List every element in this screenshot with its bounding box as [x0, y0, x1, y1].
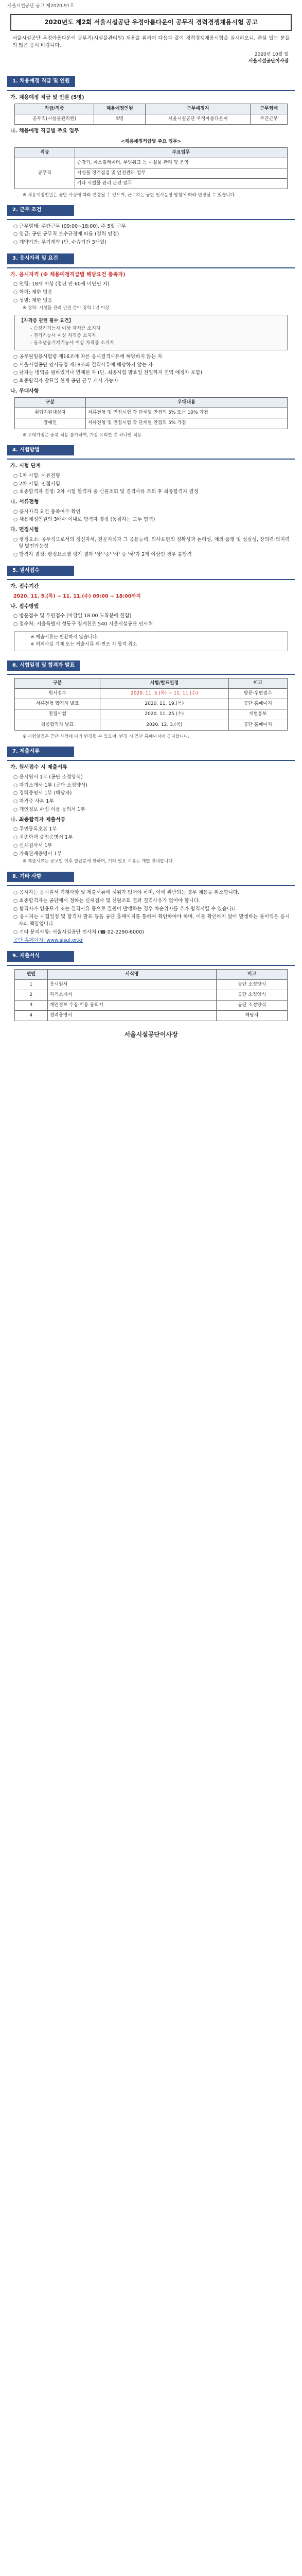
list-item: ○ 계약기간: 무기계약 (단, 수습기간 3개월) — [13, 240, 106, 246]
list-item: ○ 자격증 사본 1부 — [13, 799, 54, 805]
table-header: 채용예정인원 — [94, 104, 146, 114]
list-item: - 전기기능사 이상 자격증 소지자 — [30, 333, 96, 338]
table-cell: 기타 시설물 관리 관련 업무 — [75, 178, 287, 189]
list-item: ○ 1차 시험: 서류전형 — [13, 472, 60, 479]
list-item: ○ 주민등록초본 1부 — [13, 826, 57, 833]
sec7-sub2: 나. 최종합격자 제출서류 — [10, 817, 66, 823]
notice-number: 서울시설공단 공고 제2020-91호 — [7, 4, 75, 9]
list-item: ○ 채용예정인원의 3배수 이내로 합격자 결정 (동점자는 모두 합격) — [13, 517, 155, 523]
table-cell: 방문·우편접수 — [228, 689, 287, 699]
table-cell: 개인정보 수집·이용 동의서 — [47, 1001, 217, 1011]
table-cell: 공단 소정양식 — [217, 1001, 288, 1011]
table-cell: 2 — [15, 990, 48, 1001]
table-row — [15, 418, 288, 429]
sec3-sub1: 가. 응시자격 (※ 채용예정직급별 해당요건 충족자) — [10, 272, 126, 278]
table-header: 구분 — [15, 398, 86, 408]
list-item: ○ 연령: 18세 이상 (정년 만 60세 미만인 자) — [13, 281, 110, 287]
forms-table — [14, 969, 288, 1021]
table-header: 우대내용 — [85, 398, 287, 408]
section-divider — [7, 579, 295, 580]
preference-note: ※ 우대가점은 중복 적용 불가하며, 가장 유리한 것 하나만 적용 — [23, 432, 142, 438]
sec4-sub3: 다. 면접시험 — [10, 527, 39, 533]
documents-note: ※ 제출서류는 공고일 이후 발급분에 한하며, 기타 필요 서류는 개별 안내합니다. — [23, 859, 174, 865]
table-cell: 1 — [15, 979, 48, 990]
table-row — [15, 1011, 288, 1021]
table-row — [15, 979, 288, 990]
sec5-sub1: 가. 접수기간 — [10, 584, 39, 590]
section-5-heading: 5. 원서접수 — [7, 566, 74, 577]
sec7-sub1: 가. 원서접수 시 제출서류 — [10, 765, 67, 771]
list-item: ○ 응시자는 시험일정 및 합격자 발표 등을 공단 홈페이지를 통하여 확인하여야 하며, 이를 확인하지 않아 발생하는 불이익은 응시자의 책임입니다. — [13, 914, 290, 927]
table-row — [15, 720, 288, 730]
table-cell: 서울시설공단 우정아름다운이 — [146, 114, 251, 125]
list-item: ○ 합격자 결정: 평정요소별 평가 결과 '상'·'중'·'하' 중 '하'가 2개 이상인 경우 불합격 — [13, 552, 192, 558]
qualification-box — [14, 315, 288, 350]
list-item: ○ 학력: 제한 없음 — [13, 289, 52, 295]
list-item: ○ 개인정보 수집·이용 동의서 1부 — [13, 806, 85, 812]
homepage-link[interactable]: 공단 홈페이지: www.sisul.or.kr — [13, 937, 83, 943]
application-notes — [14, 631, 288, 651]
list-item: ○ 성별: 제한 없음 — [13, 297, 52, 303]
table-cell: 자기소개서 — [47, 990, 217, 1001]
title-box — [10, 14, 292, 31]
table-row — [15, 709, 288, 720]
table-header: 비고 — [217, 969, 288, 979]
table-header: 직급 — [15, 147, 75, 158]
list-item: ○ 기타 문의사항: 서울시설공단 인사처 (☎ 02-2290-6000) — [13, 929, 144, 935]
experience-note: ※ 경력: 시설물 관리 관련 분야 경력 1년 이상 — [23, 306, 110, 311]
section-divider — [7, 219, 295, 220]
table-cell: 3 — [15, 1001, 48, 1011]
section-divider — [7, 885, 295, 886]
table-header: 서식명 — [47, 969, 217, 979]
table-row — [15, 990, 288, 1001]
sec3-sub2: 나. 우대사항 — [10, 388, 39, 394]
list-item: ○ 응시자격 요건 충족여부 확인 — [13, 509, 81, 515]
table-header: 연번 — [15, 969, 48, 979]
list-item: ○ 2차 시험: 면접시험 — [13, 481, 60, 487]
list-item: ○ 남자는 병역을 필하였거나 면제된 자 (단, 최종시험 발표일 전일까지 전역 예정자 포함) — [13, 370, 202, 376]
list-item: ○ 합격자가 임용포기 또는 결격사유 등으로 결원이 발생하는 경우 차순위자를 추가 합격시킬 수 있습니다. — [13, 906, 238, 912]
notice-org: 서울시설공단이사장 — [248, 59, 289, 64]
list-item: ○ 최종학력 졸업증명서 1부 — [13, 834, 73, 840]
table-cell: 개별통보 — [228, 709, 287, 720]
list-item: ○ 서울시설공단 인사규정 제18조의 결격사유에 해당하지 않는 자 — [13, 362, 153, 368]
section-divider — [7, 90, 295, 91]
schedule-note: ※ 시험일정은 공단 사정에 따라 변경될 수 있으며, 변경 시 공단 홈페이지에 공지합니다. — [23, 734, 190, 739]
table-cell: 공단 홈페이지 — [228, 720, 287, 730]
qualification-title: 【자격증 관련 필수 요건】 — [19, 318, 74, 324]
duties-table — [14, 147, 288, 189]
table-cell: 최종합격자 발표 — [15, 720, 100, 730]
notice-date: 2020년 10월 일 — [254, 52, 289, 57]
table-header: 직급/직종 — [15, 104, 94, 114]
section-divider — [7, 267, 295, 268]
table-cell: 공무직(시설물관리원) — [15, 114, 94, 125]
table-cell: 2020. 12. 3.(목) — [100, 720, 228, 730]
list-item: ○ 근무형태: 주간근무 (09:00~18:00), 주 5일 근무 — [13, 223, 126, 229]
footer-org: 서울시설공단이사장 — [124, 1031, 178, 1039]
table-cell: 면접시험 — [15, 709, 100, 720]
table-header: 주요업무 — [75, 147, 287, 158]
table-cell: 서류전형 및 면접시험 각 단계별 만점의 5% 또는 10% 가점 — [85, 408, 287, 418]
section-8-heading: 8. 기타 사항 — [7, 872, 74, 883]
table-cell: 주간근무 — [251, 114, 288, 125]
list-item: - 공조냉동기계기능사 이상 자격증 소지자 — [30, 340, 114, 346]
section-4-heading: 4. 시험방법 — [7, 445, 74, 456]
list-item: ○ 경력증명서 1부 (해당자) — [13, 790, 72, 796]
table-header: 시험/발표일정 — [100, 679, 228, 689]
table-header: 근무예정지 — [146, 104, 251, 114]
section-1-heading: 1. 채용예정 직급 및 인원 — [7, 76, 75, 87]
table-cell: 2020. 11. 25.(수) — [100, 709, 228, 720]
sec1-sub2: 나. 채용예정 직급별 주요 업무 — [10, 128, 79, 134]
preference-table — [14, 397, 288, 429]
table-cell: 공무직 — [15, 158, 75, 189]
sec5-sub2: 나. 접수방법 — [10, 603, 39, 609]
section-6-heading: 6. 시험일정 및 합격자 발표 — [7, 660, 80, 671]
sec1-sub1: 가. 채용예정 직급 및 인원 (5명) — [10, 94, 84, 100]
notice-page — [0, 0, 302, 1055]
application-method: ○ 방문접수 및 우편접수 (마감일 18:00 도착분에 한함) — [13, 613, 132, 619]
table-row — [15, 408, 288, 418]
table-cell: 5명 — [94, 114, 146, 125]
table-cell: 취업지원대상자 — [15, 408, 86, 418]
table-header: 근무형태 — [251, 104, 288, 114]
sec4-sub2: 나. 서류전형 — [10, 499, 39, 505]
table-cell: 2020. 11. 5.(목) ~ 11. 11.(수) — [100, 689, 228, 699]
list-item: ○ 최종합격자 결정: 2차 시험 합격자 중 신원조회 및 결격사유 조회 후 최종합격자 결정 — [13, 489, 199, 495]
table-cell: 서류전형 및 면접시험 각 단계별 만점의 5% 가점 — [85, 418, 287, 429]
duties-note: ※ 채용예정인원은 공단 사정에 따라 변경될 수 있으며, 근무지는 공단 인사운영 방침에 따라 변경될 수 있습니다. — [23, 192, 236, 198]
list-item: ○ 평정요소: 공무직으로서의 정신자세, 전문지식과 그 응용능력, 의사표현의 정확성과 논리성, 예의·품행 및 성실성, 창의력·의지력 및 발전가능성 — [13, 536, 290, 550]
table-cell: 원서접수 — [15, 689, 100, 699]
list-item: ※ 허위사실 기재 또는 제출서류 위·변조 시 합격 취소 — [30, 641, 137, 647]
page-title: 2020년도 제2회 서울시설공단 우정아름다운이 공무직 경력경쟁채용시험 공고 — [44, 19, 258, 26]
table-row — [15, 1001, 288, 1011]
list-item: ○ 응시자는 응시원서 기재사항 및 제출서류에 허위가 없어야 하며, 이에 위반되는 경우 채용을 취소합니다. — [13, 890, 240, 896]
table-cell: 장애인 — [15, 418, 86, 429]
list-item: - 승강기기능사 이상 자격증 소지자 — [30, 326, 101, 331]
list-item: ○ 최종합격자는 공단에서 정하는 신체검사 및 신원조회 결과 결격사유가 없어야 합니다. — [13, 897, 200, 904]
list-item: ※ 제출서류는 반환하지 않습니다. — [30, 634, 99, 640]
sec4-sub1: 가. 시험 단계 — [10, 463, 41, 469]
table-row — [15, 689, 288, 699]
list-item: ○ 최종합격자 발표일 현재 공단 근무 개시 가능자 — [13, 378, 118, 384]
list-item: ○ 임금: 공단 공무직 보수규정에 따름 (경력 인정) — [13, 231, 119, 238]
section-divider — [7, 965, 295, 966]
table-cell: 응시원서 — [47, 979, 217, 990]
section-9-heading: 9. 제출서식 — [7, 951, 74, 962]
section-divider — [7, 459, 295, 460]
table-cell: 공단 홈페이지 — [228, 699, 287, 709]
recruit-table — [14, 104, 288, 125]
section-2-heading: 2. 근무 조건 — [7, 205, 74, 216]
schedule-table — [14, 678, 288, 730]
table-cell: 시설물 정기점검 및 안전관리 업무 — [75, 168, 287, 178]
list-item: ○ 공무원임용시험령 제16조에 따른 응시결격사유에 해당하지 않는 자 — [13, 353, 163, 360]
duties-caption: <채용예정직급별 주요 업무> — [121, 139, 181, 144]
table-row — [15, 158, 288, 168]
table-cell: 서류전형 합격자 발표 — [15, 699, 100, 709]
list-item: ○ 응시원서 1부 (공단 소정양식) — [13, 774, 83, 780]
section-divider — [7, 760, 295, 761]
application-address: ○ 접수처: 서울특별시 성동구 청계천로 540 서울시설공단 인사처 — [13, 621, 153, 627]
intro-meta — [7, 52, 289, 65]
table-cell: 2020. 11. 19.(목) — [100, 699, 228, 709]
section-3-heading: 3. 응시자격 및 요건 — [7, 253, 74, 264]
table-cell: 해당자 — [217, 1011, 288, 1021]
table-header: 비고 — [228, 679, 287, 689]
list-item: ○ 신체검사서 1부 — [13, 842, 52, 849]
table-row — [15, 699, 288, 709]
application-period: 2020. 11. 5.(목) ~ 11. 11.(수) 09:00 ~ 18:00까지 — [13, 593, 141, 599]
intro-text: 서울시설공단 우정아름다운이 공무직(시설물관리원) 채용을 위하여 다음과 같이 경력경쟁채용시험을 실시하오니, 관심 있는 분들의 많은 응시 바랍니다. — [12, 36, 290, 49]
table-row — [15, 114, 288, 125]
table-cell: 경력증명서 — [47, 1011, 217, 1021]
table-header: 구분 — [15, 679, 100, 689]
list-item: ○ 가족관계증명서 1부 — [13, 851, 62, 857]
section-7-heading: 7. 제출서류 — [7, 747, 74, 757]
section-divider — [7, 674, 295, 675]
list-item: ○ 자기소개서 1부 (공단 소정양식) — [13, 782, 87, 788]
table-cell: 공단 소정양식 — [217, 990, 288, 1001]
table-cell: 공단 소정양식 — [217, 979, 288, 990]
table-cell: 4 — [15, 1011, 48, 1021]
table-cell: 승강기, 에스컬레이터, 무빙워크 등 시설물 관리 및 운영 — [75, 158, 287, 168]
